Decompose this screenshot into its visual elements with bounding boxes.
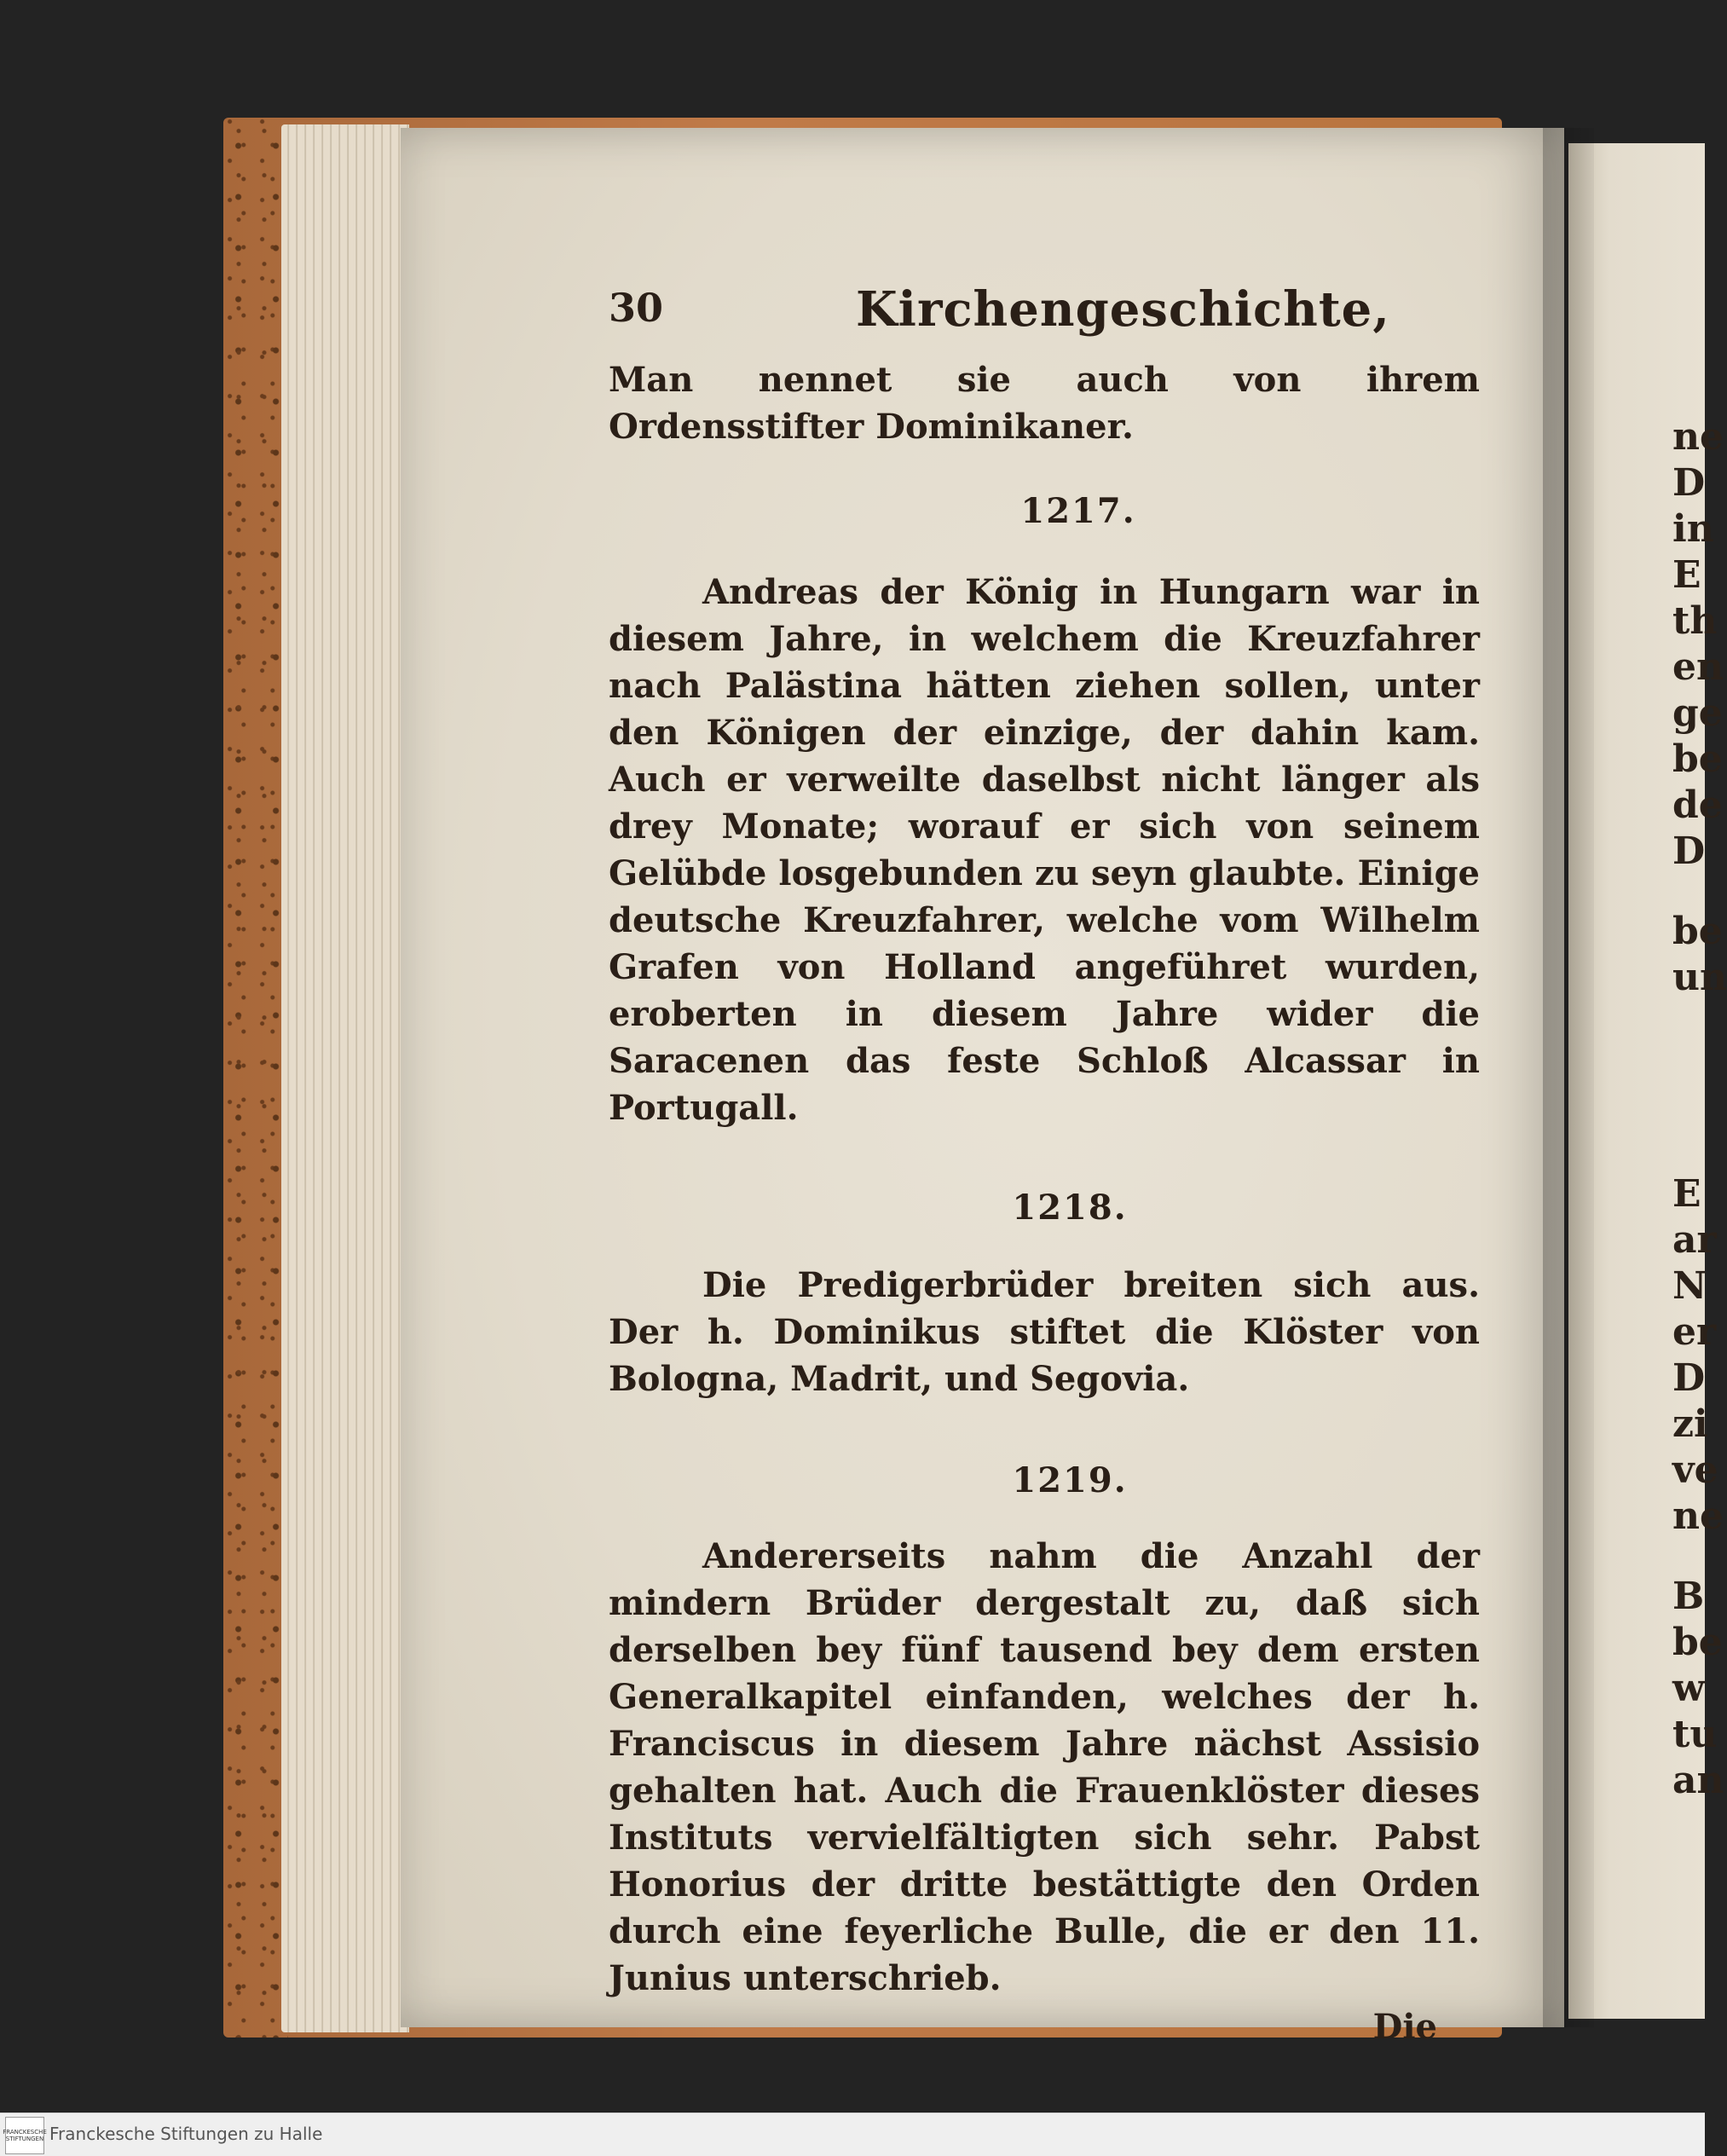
facing-page-fragment [1672,1540,1705,1574]
facing-page-fragment: N [1672,1264,1707,1308]
facing-page-fragment: zi [1672,1402,1708,1446]
facing-page-fragment: be [1672,737,1723,781]
facing-page-fragment: B [1672,1575,1705,1618]
page-header [609,281,1480,350]
facing-page-fragment: D [1672,461,1706,505]
facing-page-fragment: de [1672,783,1723,827]
paragraph: Andreas der König in Hungarn war in diesem Jahre, in welchem die Kreuzfahrer nach Palästina hätten ziehen sollen, unter den Königen der einzige, der dahin kam. Auch er verweilte daselbst nicht länger als drey Monate; worauf er sich von seinem Gelübde losgebunden zu seyn glaubte. Einige deutsche Kreuzfahrer, welche vom Wilhelm Grafen von Holland angeführet wurden, eroberten in diesem Jahre wider die Saracenen das feste Schloß Alcassar in Portugall. [609,572,1480,1128]
facing-page-fragment: un [1672,956,1727,999]
facing-page-fragment: er [1672,1310,1717,1354]
facing-page-fragment [1672,1035,1705,1069]
facing-page-fragment: ar [1672,1218,1717,1262]
cover-speckle-pattern [223,118,288,2038]
facing-page-fragment: w [1672,1667,1705,1710]
facing-page-fragment: be [1672,910,1723,953]
page-number: 30 [609,285,664,331]
facing-page-fragment [1672,1069,1705,1103]
facing-page-fragment: an [1672,1759,1724,1802]
facing-page-fragment [1672,1137,1705,1171]
year-heading: 1218. [1012,1188,1128,1228]
logo-text: FRANCKESCHE STIFTUNGEN [3,2129,47,2142]
running-title: Kirchengeschichte, [856,281,1390,338]
page-text-block [609,281,1480,2050]
paragraph: Die Predigerbrüder breiten sich aus. Der h. Dominikus stiftet die Klöster von Bologna, Madrit, und Segovia. [609,1265,1480,1399]
facing-page-fragment: ve [1672,1448,1718,1492]
page-block-edges [281,124,409,2032]
year-heading: 1217. [1020,491,1136,531]
facing-page-fragment: en [1672,645,1724,689]
facing-page-fragment [1672,875,1705,909]
facing-page-fragment: E [1672,553,1701,597]
facing-page-text [1672,414,1727,1804]
year-heading: 1219. [1012,1460,1128,1500]
book-gutter-shadow [1543,128,1594,2027]
facing-page-fragment [1672,1103,1705,1137]
facing-page-fragment: th [1672,599,1718,643]
catchword: Die [1372,2007,1437,2047]
facing-page-fragment [1672,1001,1705,1035]
facing-page-fragment: E [1672,1172,1701,1216]
facing-page-fragment: be [1672,1621,1723,1664]
facing-page-fragment: D [1672,829,1706,873]
footer-bar [0,2113,1705,2156]
facing-page-fragment: in [1672,507,1714,551]
facing-page-fragment: ne [1672,415,1724,459]
paragraph: Andererseits nahm die Anzahl der mindern Brüder dergestalt zu, daß sich derselben bey fünf tausend bey dem ersten Generalkapitel einfanden, welches der h. Franciscus in diesem Jahre nächst Assisio gehalten hat. Auch die Frauenklöster dieses Instituts vervielfältigten sich sehr. Pabst Honorius der dritte bestättigte den Orden durch eine feyerliche Bulle, die er den 11. Junius unterschrieb. [609,1536,1480,1998]
footer-institution-label[interactable]: Franckesche Stiftungen zu Halle [49,2124,323,2144]
facing-page-fragment: ne [1672,1494,1724,1538]
paragraph-continuation: Man nennet sie auch von ihrem Ordensstifter Dominikaner. [609,360,1480,447]
facing-page-fragment: tu [1672,1713,1718,1756]
institution-logo-icon[interactable] [3,2117,47,2154]
facing-page-fragment: ge [1672,691,1723,735]
facing-page-fragment: D [1672,1356,1706,1400]
